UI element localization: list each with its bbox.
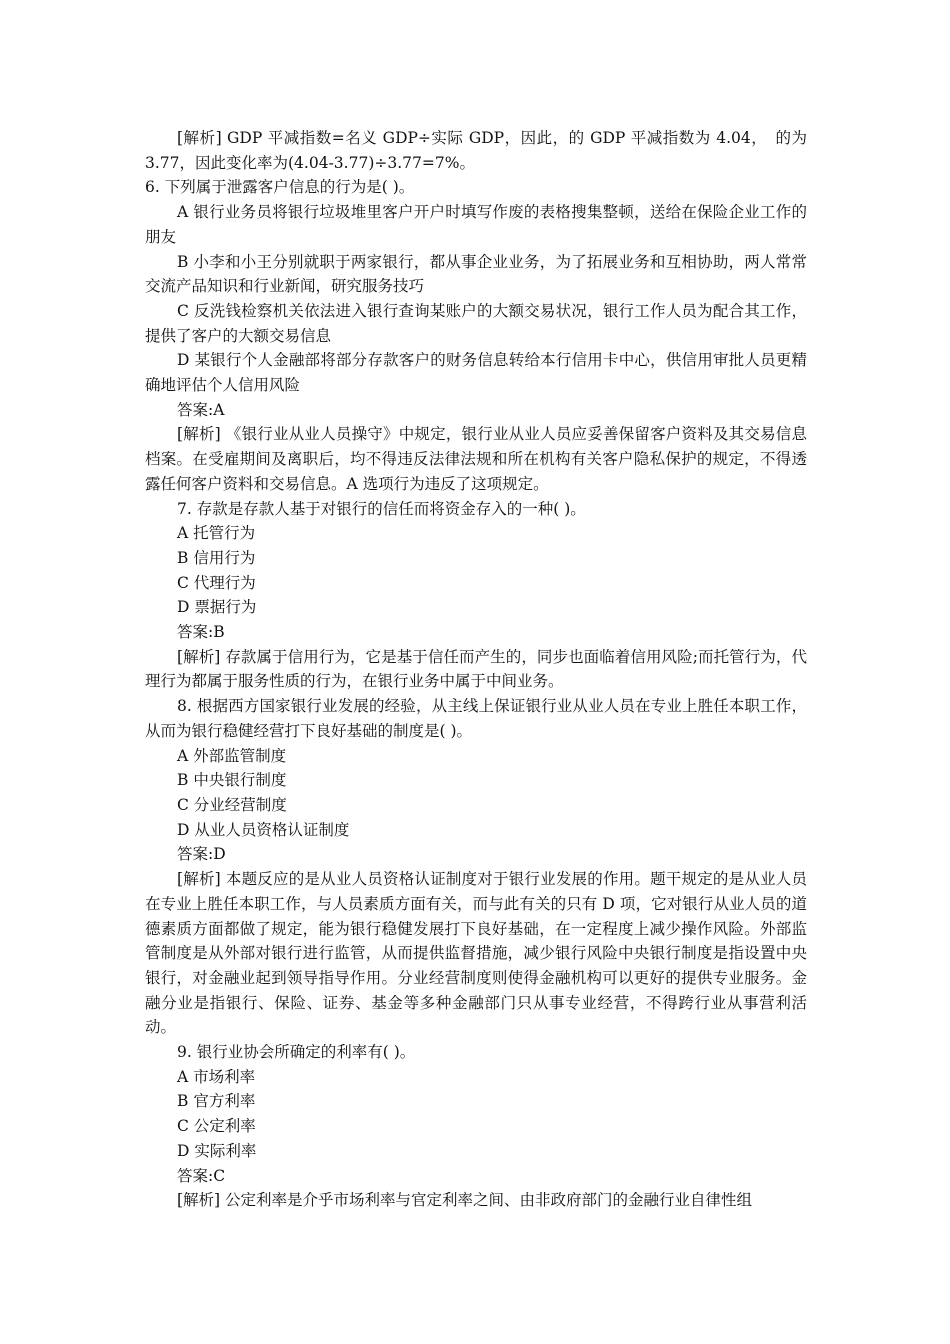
question-7-stem: 7. 存款是存款人基于对银行的信任而将资金存入的一种( )。 — [177, 499, 586, 518]
question-7-answer: 答案:B — [177, 623, 225, 642]
question-7-option-a: A 托管行为 — [177, 524, 256, 543]
question-6-stem: 6. 下列属于泄露客户信息的行为是( )。 — [145, 178, 415, 197]
question-6-option-a: A 银行业务员将银行垃圾堆里客户开户时填写作废的表格搜集整顿，送给在保险企业工作的朋友 — [145, 203, 807, 246]
question-9-stem: 9. 银行业协会所确定的利率有( )。 — [177, 1043, 416, 1062]
question-7-option-c: C 代理行为 — [177, 573, 256, 592]
question-9-answer: 答案:C — [177, 1166, 226, 1185]
question-9-option-a: A 市场利率 — [177, 1067, 256, 1086]
question-8-stem: 8. 根据西方国家银行业发展的经验，从主线上保证银行业从业人员在专业上胜任本职工作，从而为银行稳健经营打下良好基础的制度是( )。 — [145, 697, 807, 740]
question-9-option-b: B 官方利率 — [177, 1092, 256, 1111]
question-8-option-c: C 分业经营制度 — [177, 795, 287, 814]
question-8-option-b: B 中央银行制度 — [177, 771, 287, 790]
question-6-option-b: B 小李和小王分别就职于两家银行，都从事企业业务，为了拓展业务和互相协助，两人常常交流产品知识和行业新闻，研究服务技巧 — [145, 252, 807, 296]
question-9-option-c: C 公定利率 — [177, 1117, 256, 1136]
question-7-option-b: B 信用行为 — [177, 548, 256, 567]
question-7-analysis: [解析] 存款属于信用行为，它是基于信任而产生的，同步也面临着信用风险;而托管行为，代理行为都属于服务性质的行为，在银行业务中属于中间业务。 — [145, 647, 807, 691]
document-page — [145, 126, 807, 1213]
question-6-option-d: D 某银行个人金融部将部分存款客户的财务信息转给本行信用卡中心，供信用审批人员更精确地评估个人信用风险 — [145, 351, 807, 395]
question-9-analysis: [解析] 公定利率是介乎市场利率与官定利率之间、由非政府部门的金融行业自律性组 — [177, 1191, 753, 1210]
question-8-analysis: [解析] 本题反应的是从业人员资格认证制度对于银行业发展的作用。题干规定的是从业人员在专业上胜任本职工作，与人员素质方面有关，而与此有关的只有 D 项，它对银行从业人员的道德素质方面都做了规定，能为银行稳健发展打下良好基础，在一定程度上减少操作风险。外部监管制度是从外部对银行进行监管，从而提供监督措施，减少银行风险中央银行制度是指设置中央银行，对金融业起到领导指导作用。分业经营制度则使得金融机构可以更好的提供专业服务。金融分业是指银行、保险、证券、基金等多种金融部门只从事专业经营，不得跨行业从事营利活动。 — [145, 870, 807, 1037]
analysis-gdp-deflator: [解析] GDP 平减指数=名义 GDP÷实际 GDP，因此，的 GDP 平减指数为 4.04， 的为 3.77，因此变化率为(4.04-3.77)÷3.77=7%。 — [145, 129, 807, 172]
question-9-option-d: D 实际利率 — [177, 1141, 257, 1160]
question-6-answer: 答案:A — [177, 400, 225, 419]
question-8-option-d: D 从业人员资格认证制度 — [177, 820, 350, 839]
question-6-analysis: [解析] 《银行业从业人员操守》中规定，银行业从业人员应妥善保留客户资料及其交易信息档案。在受雇期间及离职后，均不得违反法律法规和所在机构有关客户隐私保护的规定，不得透露任何客户资料和交易信息。A 选项行为违反了这项规定。 — [145, 425, 807, 493]
question-6-option-c: C 反洗钱检察机关依法进入银行查询某账户的大额交易状况，银行工作人员为配合其工作，提供了客户的大额交易信息 — [145, 301, 807, 345]
question-8-answer: 答案:D — [177, 845, 226, 864]
question-7-option-d: D 票据行为 — [177, 598, 257, 617]
question-8-option-a: A 外部监管制度 — [177, 746, 287, 765]
